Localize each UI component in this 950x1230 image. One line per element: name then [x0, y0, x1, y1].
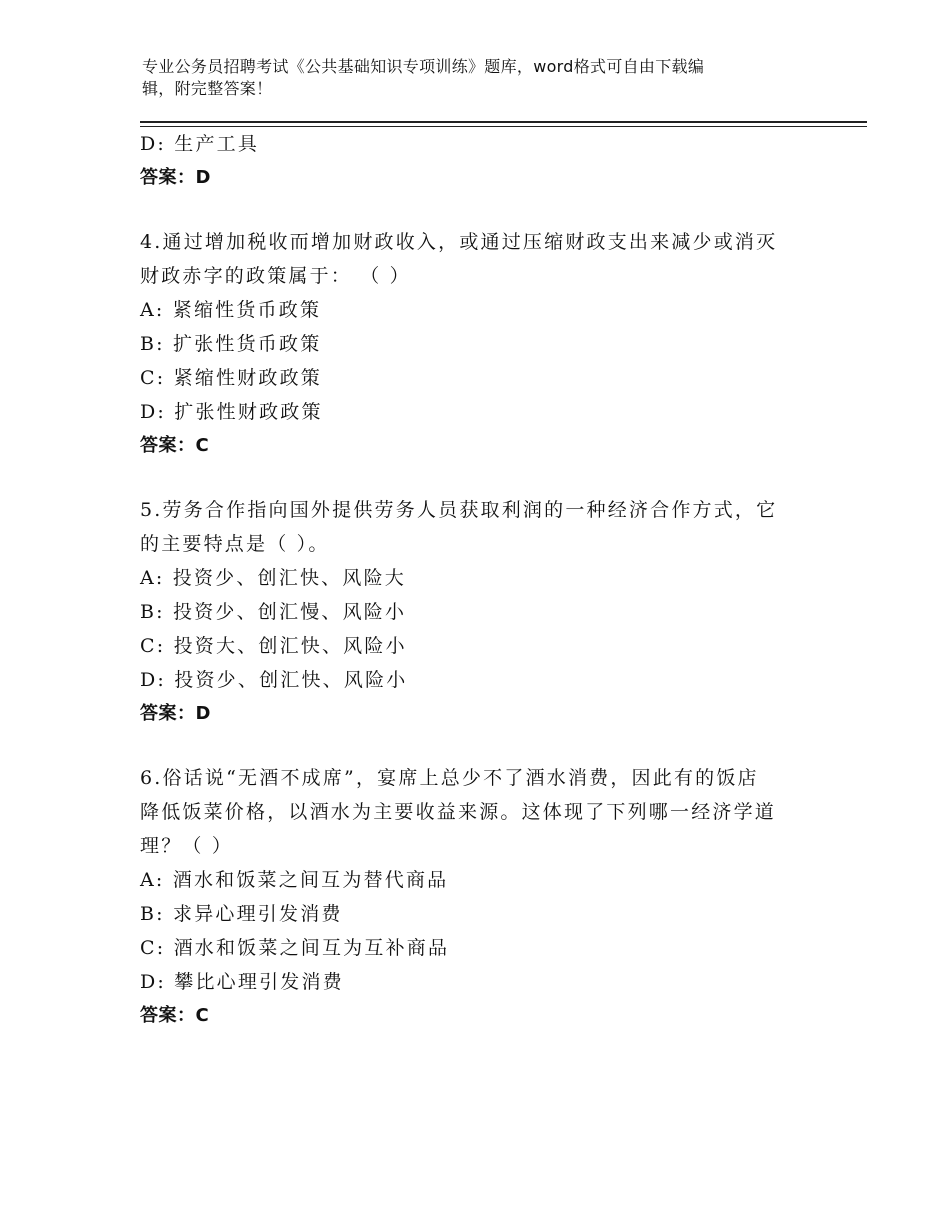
option-d: D: 生产工具 [140, 133, 260, 155]
header-line-2: 辑，附完整答案！ [142, 79, 273, 98]
question-stem-line: 财政赤字的政策属于： （ ） [140, 265, 411, 287]
option-d: D: 投资少、创汇快、风险小 [140, 669, 408, 691]
option-c: C: 投资大、创汇快、风险小 [140, 635, 407, 657]
question-list [140, 127, 800, 1033]
option-b: B: 求异心理引发消费 [140, 903, 343, 925]
option-a: A: 紧缩性货币政策 [140, 299, 322, 321]
question-stem-line: 理？（ ） [140, 835, 234, 857]
header-rule-thick [140, 121, 867, 123]
question-stem-line: 5.劳务合作指向国外提供劳务人员获取利润的一种经济合作方式，它 [140, 499, 778, 521]
answer-line: 答案：D [140, 167, 211, 188]
option-a: A: 酒水和饭菜之间互为替代商品 [140, 869, 449, 891]
option-b: B: 扩张性货币政策 [140, 333, 322, 355]
option-c: C: 酒水和饭菜之间互为互补商品 [140, 937, 450, 959]
option-d: D: 扩张性财政政策 [140, 401, 323, 423]
page-header [142, 56, 802, 100]
answer-line: 答案：C [140, 1005, 210, 1026]
option-a: A: 投资少、创汇快、风险大 [140, 567, 406, 589]
question-block-5 [140, 493, 800, 731]
question-block-4 [140, 225, 800, 463]
option-d: D: 攀比心理引发消费 [140, 971, 344, 993]
header-line-1: 专业公务员招聘考试《公共基础知识专项训练》题库，word格式可自由下载编 [142, 57, 705, 76]
option-b: B: 投资少、创汇慢、风险小 [140, 601, 407, 623]
option-c: C: 紧缩性财政政策 [140, 367, 322, 389]
question-stem-line: 降低饭菜价格，以酒水为主要收益来源。这体现了下列哪一经济学道 [140, 801, 777, 823]
answer-line: 答案：D [140, 703, 211, 724]
answer-line: 答案：C [140, 435, 210, 456]
question-block-6 [140, 761, 800, 1033]
question-stem-line: 6.俗话说“无酒不成席”，宴席上总少不了酒水消费，因此有的饭店 [140, 767, 759, 789]
question-stem-line: 的主要特点是（ ）。 [140, 533, 330, 555]
question-block-partial [140, 127, 800, 195]
question-stem-line: 4.通过增加税收而增加财政收入，或通过压缩财政支出来减少或消灭 [140, 231, 778, 253]
